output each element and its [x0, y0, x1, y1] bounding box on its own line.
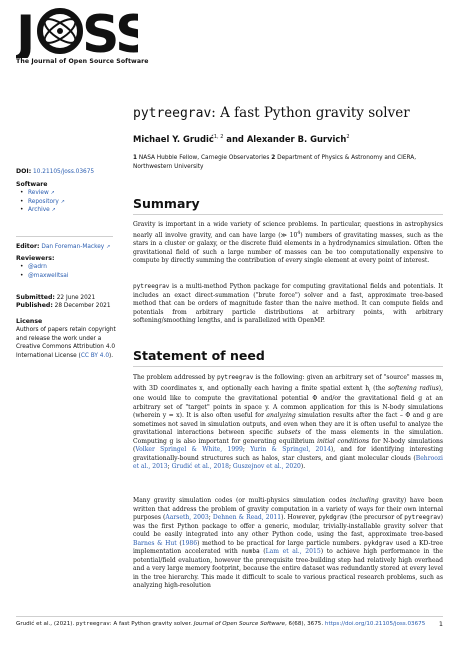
citation-link[interactable]: Dehnen & Read, 2011	[212, 514, 282, 521]
need-p1-t5: ), one would like to compute the gravitational potential Φ and/or the gravitational field g at an arbitrary set of "target" points in space y	[133, 384, 444, 411]
reviewer-item[interactable]	[16, 272, 116, 280]
reviewers-label: Reviewers:	[16, 255, 55, 262]
summary-rule	[133, 214, 443, 215]
reviewer-item[interactable]	[16, 263, 116, 271]
summary-p2-code: pytreegrav	[133, 283, 170, 290]
sidebar-license	[16, 318, 116, 360]
need-p2-code1: pykdgrav	[318, 514, 348, 521]
author-2-affil: 2	[346, 134, 350, 141]
author-2: Alexander B. Gurvich	[246, 134, 347, 144]
author-1-affil: 1, 2	[213, 134, 224, 141]
summary-p2-text: is a multi-method Python package for computing gravitational fields and potentials. It includes an exact direct-summation ("brute force") solver and a fast, approximate tree-based method that can be orders of magnitude faster than the naive method. It can compute fields and potentials from arbitrary particle distributions at arbitrary points, with arbitrary softening/smoothing lengths, and is parallelized with OpenMP.	[133, 283, 443, 324]
affil-2-text: Department of Physics & Astronomy and CIERA, Northwestern University	[133, 155, 417, 170]
summary-p1-a: Gravity is important in a wide variety of science problems. In particular, questions in astrophysics nearly all involve gravity, and can have large (≫ 10	[133, 221, 443, 239]
citation-sep: ;	[228, 463, 233, 471]
citation-link[interactable]: Behroozi et al., 2013	[133, 454, 443, 471]
sidebar-editor	[16, 243, 126, 251]
footer-citation-code: pytreegrav	[76, 621, 110, 627]
software-heading: Software	[16, 181, 48, 188]
citation-sep: ;	[167, 463, 172, 471]
author-list	[133, 134, 350, 144]
need-rule	[133, 366, 443, 367]
affil-1-text: NASA Hubble Fellow, Carnegie Observatories	[138, 155, 270, 161]
citation-link[interactable]: Yurin & Springel, 2014	[250, 446, 331, 454]
joss-logo	[16, 8, 138, 58]
need-paragraph-1	[133, 374, 443, 472]
external-link-icon: ↗	[50, 190, 55, 197]
external-link-icon: ↗	[60, 198, 65, 205]
footer-citation-c: , 6(68), 3675.	[284, 621, 325, 627]
sidebar-doi	[16, 168, 116, 176]
doi-link[interactable]: 10.21105/joss.03675	[33, 169, 95, 175]
need-p1-t4: (the	[370, 384, 389, 392]
reviewer-link[interactable]: @maxwelltsai	[28, 272, 69, 279]
need-p2-t2: gravity) have been written that address the problem of gravity computation in a variety of ways for their own internal purposes (	[133, 497, 444, 521]
citation-link[interactable]: Lam et al., 2015	[265, 548, 321, 555]
need-p1-t3b: , and optionally each having a finite spatial extent h	[202, 384, 370, 392]
published-label: Published:	[16, 302, 53, 310]
software-link-archive[interactable]	[16, 206, 116, 214]
published-date: 28 December 2021	[54, 303, 111, 310]
svg-text:SS: SS	[82, 8, 138, 58]
need-p1-t12: ), and for identifying interesting gravitationally-bound structures such as halos, star clusters, and giant molecular clouds (	[133, 446, 443, 462]
need-p1-t2: is the following: given an arbitrary set of "source" masses m	[253, 374, 442, 381]
citation-link[interactable]: Barnes & Hut	[133, 539, 177, 547]
footer-citation-b: : A fast Python gravity solver.	[109, 621, 194, 627]
need-p1-em3: subsets	[277, 429, 301, 437]
sidebar-software	[16, 181, 116, 215]
editor-link[interactable]: Dan Foreman-Mackey	[41, 244, 105, 250]
svg-text:J: J	[16, 8, 35, 58]
submitted-date: 22 June 2021	[56, 295, 96, 301]
affil-1-num: 1	[133, 155, 138, 161]
need-p2-t5: ) was the first Python package to offer a generic, modular, trivially-installable gravity solver that could be easily integrated into any other Python code, using the fast, approximate tree-based	[133, 514, 444, 538]
need-p1-em2: analyzing	[266, 412, 296, 420]
summary-p1-exp: 4	[297, 230, 301, 236]
need-p2-t6: (	[176, 539, 182, 547]
need-p2-t7: ) method to be practical for large particle numbers.	[197, 539, 364, 547]
software-link-review[interactable]	[16, 189, 116, 197]
need-p1-t7: = x	[166, 412, 180, 420]
summary-paragraph-1	[133, 221, 443, 266]
need-p1-t11: for N-body simulations (	[133, 437, 443, 454]
external-link-icon: ↗	[51, 207, 56, 214]
author-1: Michael Y. Grudić	[133, 134, 214, 144]
joss-logo-atom-icon	[40, 11, 80, 51]
need-p1-t1: The problem addressed by	[133, 374, 217, 381]
affiliations	[133, 154, 443, 172]
need-p1-t6: . A common application for this is N-body simulations (wherein y	[133, 403, 443, 420]
sidebar-divider	[16, 236, 113, 237]
joss-logo-graphic	[16, 8, 138, 58]
need-p2-t4: (the precursor of	[347, 514, 405, 521]
need-p2-code3: pykdgrav	[363, 539, 394, 547]
need-p1-t3: with 3D coordinates x	[133, 384, 203, 392]
summary-paragraph-2	[133, 283, 443, 326]
footer-journal: Journal of Open Source Software	[193, 621, 285, 627]
citation-link[interactable]: Guszejnov et al., 2020	[232, 463, 301, 471]
need-p2-code2: pytreegrav	[404, 514, 441, 521]
affil-2-num: 2	[271, 155, 276, 161]
need-p2-t3: ). However,	[281, 514, 319, 521]
review-link[interactable]: Review	[28, 190, 49, 197]
sub-i: i	[369, 387, 371, 393]
need-heading: Statement of need	[133, 348, 265, 363]
sub-i: i	[441, 377, 443, 383]
need-paragraph-2	[133, 497, 443, 591]
license-link[interactable]: CC BY 4.0	[80, 352, 110, 359]
footer-doi-link[interactable]: https://doi.org/10.21105/joss.03675	[324, 621, 426, 627]
need-p1-em4: initial conditions	[317, 437, 370, 445]
citation-link[interactable]: Volker Springel & White, 1999	[135, 446, 243, 454]
reviewers-list	[16, 263, 116, 280]
need-p1-t9: simulation results after the fact – Φ and g are sometimes not saved in simulation outputs, and even when they are it is often useful to analyze the gravitational interactions between specific	[133, 412, 443, 437]
need-p2-code4: numba	[241, 548, 260, 555]
software-links	[16, 189, 116, 214]
title-rest: : A fast Python gravity solver	[211, 105, 410, 121]
reviewer-link[interactable]: @adrn	[28, 264, 47, 271]
summary-heading: Summary	[133, 196, 200, 211]
paper-title	[133, 105, 410, 121]
citation-link[interactable]: 1986	[181, 539, 198, 547]
need-p1-em1: softening radius	[388, 384, 439, 392]
editor-label: Editor:	[16, 243, 40, 250]
author-and: and	[226, 134, 244, 144]
doi-label: DOI:	[16, 168, 32, 175]
submitted-label: Submitted:	[16, 294, 55, 301]
title-code: pytreegrav	[133, 106, 212, 121]
footer-citation-a: Grudić et al., (2021).	[16, 621, 77, 627]
summary-p1-b: ) numbers of gravitating masses, such as the stars in a cluster or galaxy, or the discrete fluid elements in a hydrodynamics simulation. Often the gravitational field of such a large number of masses can be too computationally expensive to compute by directly summing the contribution of every single element at every point of interest.	[133, 231, 443, 265]
citation-sep: ;	[208, 514, 213, 521]
citation-sep: ;	[242, 446, 251, 454]
sidebar-dates	[16, 294, 126, 311]
need-p2-em1: including	[350, 497, 379, 504]
need-p2-t1: Many gravity simulation codes (or multi-physics simulation codes	[133, 497, 351, 504]
footer-citation	[16, 620, 443, 628]
need-p1-t10: of the mass elements in the simulation. Computing g is also important for generating equilibrium	[133, 429, 443, 445]
license-heading: License	[16, 318, 43, 325]
need-p2-t10: ) to achieve high performance in the potential/field evaluation, however the prerequisite tree-building step had relatively high overhead and a very large memory footprint, because the entire dataset was redundantly stored at every level in the tree hierarchy. This made it difficult to scale to various practical research problems, such as analyzing high-resolution	[133, 548, 443, 589]
need-p2-t8: used a KD-tree implementation accelerated with	[133, 539, 443, 555]
external-link-icon: ↗	[106, 244, 111, 250]
license-text	[16, 326, 116, 360]
license-end: ).	[109, 352, 114, 359]
license-body: Authors of papers retain copyright and release the work under a Creative Commons Attribution 4.0 International License (	[16, 327, 116, 359]
need-p2-t9: (	[259, 548, 266, 555]
page-number: 1	[438, 620, 443, 628]
software-link-repository[interactable]	[16, 198, 116, 206]
footer-divider	[16, 616, 443, 617]
need-p1-t13: ).	[300, 463, 306, 471]
archive-link[interactable]: Archive	[28, 207, 50, 214]
journal-name: The Journal of Open Source Software	[16, 58, 149, 65]
sidebar-reviewers	[16, 255, 116, 280]
repository-link[interactable]: Repository	[28, 198, 59, 205]
citation-link[interactable]: Aarseth, 2003	[165, 514, 209, 521]
citation-link[interactable]: Grudić et al., 2018	[171, 463, 229, 471]
need-p1-code: pytreegrav	[216, 374, 254, 381]
need-p1-t8: ). It is also often useful for	[179, 412, 267, 420]
